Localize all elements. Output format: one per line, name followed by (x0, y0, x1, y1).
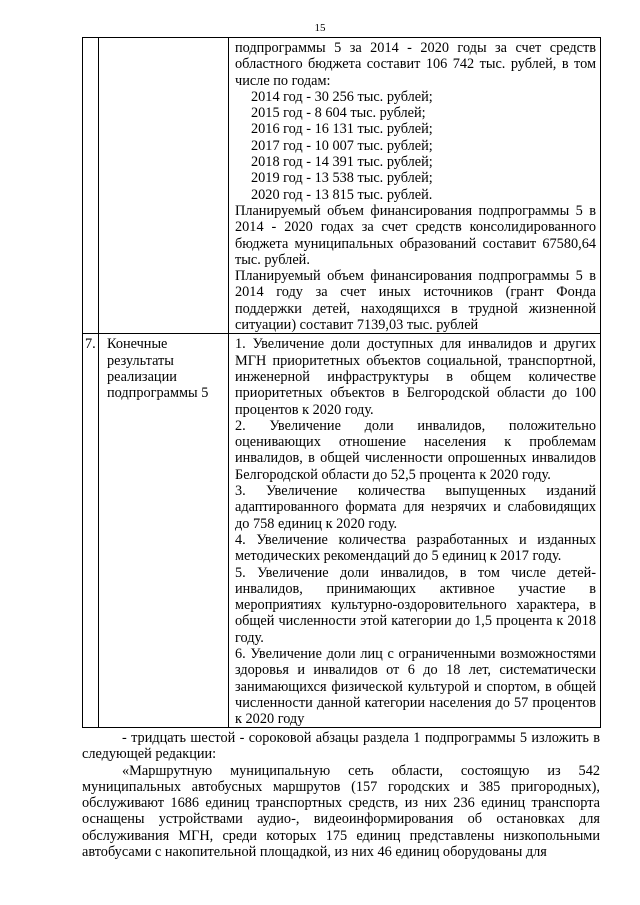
financing-consolidated: Планируемый объем финансирования подпрограммы 5 в 2014 - 2020 годах за счет средств консолидированного бюджета муниципальных образований составит 67580,64 тыс. рублей. (235, 202, 596, 268)
row-label-empty (99, 38, 229, 334)
year-line: 2015 год - 8 604 тыс. рублей; (251, 105, 426, 122)
body-text-after-table (82, 730, 600, 860)
row-number-empty (83, 38, 99, 334)
row-number: 7. (83, 334, 99, 728)
year-line: 2017 год - 10 007 тыс. рублей; (251, 137, 433, 154)
year-line: 2018 год - 14 391 тыс. рублей; (251, 154, 433, 171)
result-item: 6. Увеличение доли лиц с ограниченными возможностями здоровья и инвалидов от 6 до 18 лет, систематически занимающихся физической культурой и спортом, в общей численности данной категории населения до 57 процентов к 2020 году (235, 645, 596, 728)
year-line: 2014 год - 30 256 тыс. рублей; (251, 88, 433, 105)
financing-intro: подпрограммы 5 за 2014 - 2020 годы за счет средств областного бюджета составит 106 742 тыс. рублей, в том числе по годам: (235, 40, 596, 89)
result-item: 1. Увеличение доли доступных для инвалидов и других МГН приоритетных объектов социальной, транспортной, инженерной инфраструктуры в общем количестве приоритетных объектов в Белгородской области до 100 процентов к 2020 году. (235, 336, 596, 418)
year-line: 2019 год - 13 538 тыс. рублей; (251, 170, 433, 187)
result-item: 2. Увеличение доли инвалидов, положительно оценивающих отношение населения к проблемам инвалидов, в общей численности опрошенных инвалидов Белгородской области до 52,5 процента к 2020 году. (235, 417, 596, 483)
financing-cell (229, 38, 601, 334)
amendment-quote: «Маршрутную муниципальную сеть области, состоящую из 542 муниципальных автобусных маршрутов (157 городских и 385 пригородных), обслуживают 1686 единиц транспортных средств, из них 236 единиц транспорта оснащены устройствами аудио-, видеоинформирования об остановках для обслуживания МГН, среди которых 175 единиц представлены низкопольными автобусами с накопительной площадкой, из них 46 единиц оборудованы для (82, 762, 600, 861)
table-row-7 (83, 334, 601, 728)
row-label: Конечные результаты реализации подпрограммы 5 (99, 334, 229, 728)
result-item: 4. Увеличение количества разработанных и изданных методических рекомендаций до 5 единиц к 2017 году. (235, 531, 596, 565)
result-item: 3. Увеличение количества выпущенных изданий адаптированного формата для незрячих и слабовидящих до 758 единиц к 2020 году. (235, 483, 596, 532)
financing-other-sources: Планируемый объем финансирования подпрограммы 5 в 2014 году за счет иных источников (грант Фонда поддержки детей, находящихся в трудной жизненной ситуации) составит 7139,03 тыс. рублей (235, 268, 596, 334)
amendment-instruction: - тридцать шестой - сороковой абзацы раздела 1 подпрограммы 5 изложить в следующей редакции: (82, 730, 600, 763)
result-item: 5. Увеличение доли инвалидов, в том числе детей-инвалидов, принимающих активное участие в мероприятиях культурно-оздоровительного характера, в общей численности этой категории до 1,5 процента к 2018 году. (235, 564, 596, 646)
year-line: 2020 год - 13 815 тыс. рублей. (251, 186, 433, 203)
year-line: 2016 год - 16 131 тыс. рублей; (251, 121, 433, 138)
table-row-continued (83, 38, 601, 334)
results-cell (229, 334, 601, 728)
page-number: 15 (314, 22, 326, 34)
passport-table (82, 37, 601, 728)
financing-years (235, 89, 596, 203)
